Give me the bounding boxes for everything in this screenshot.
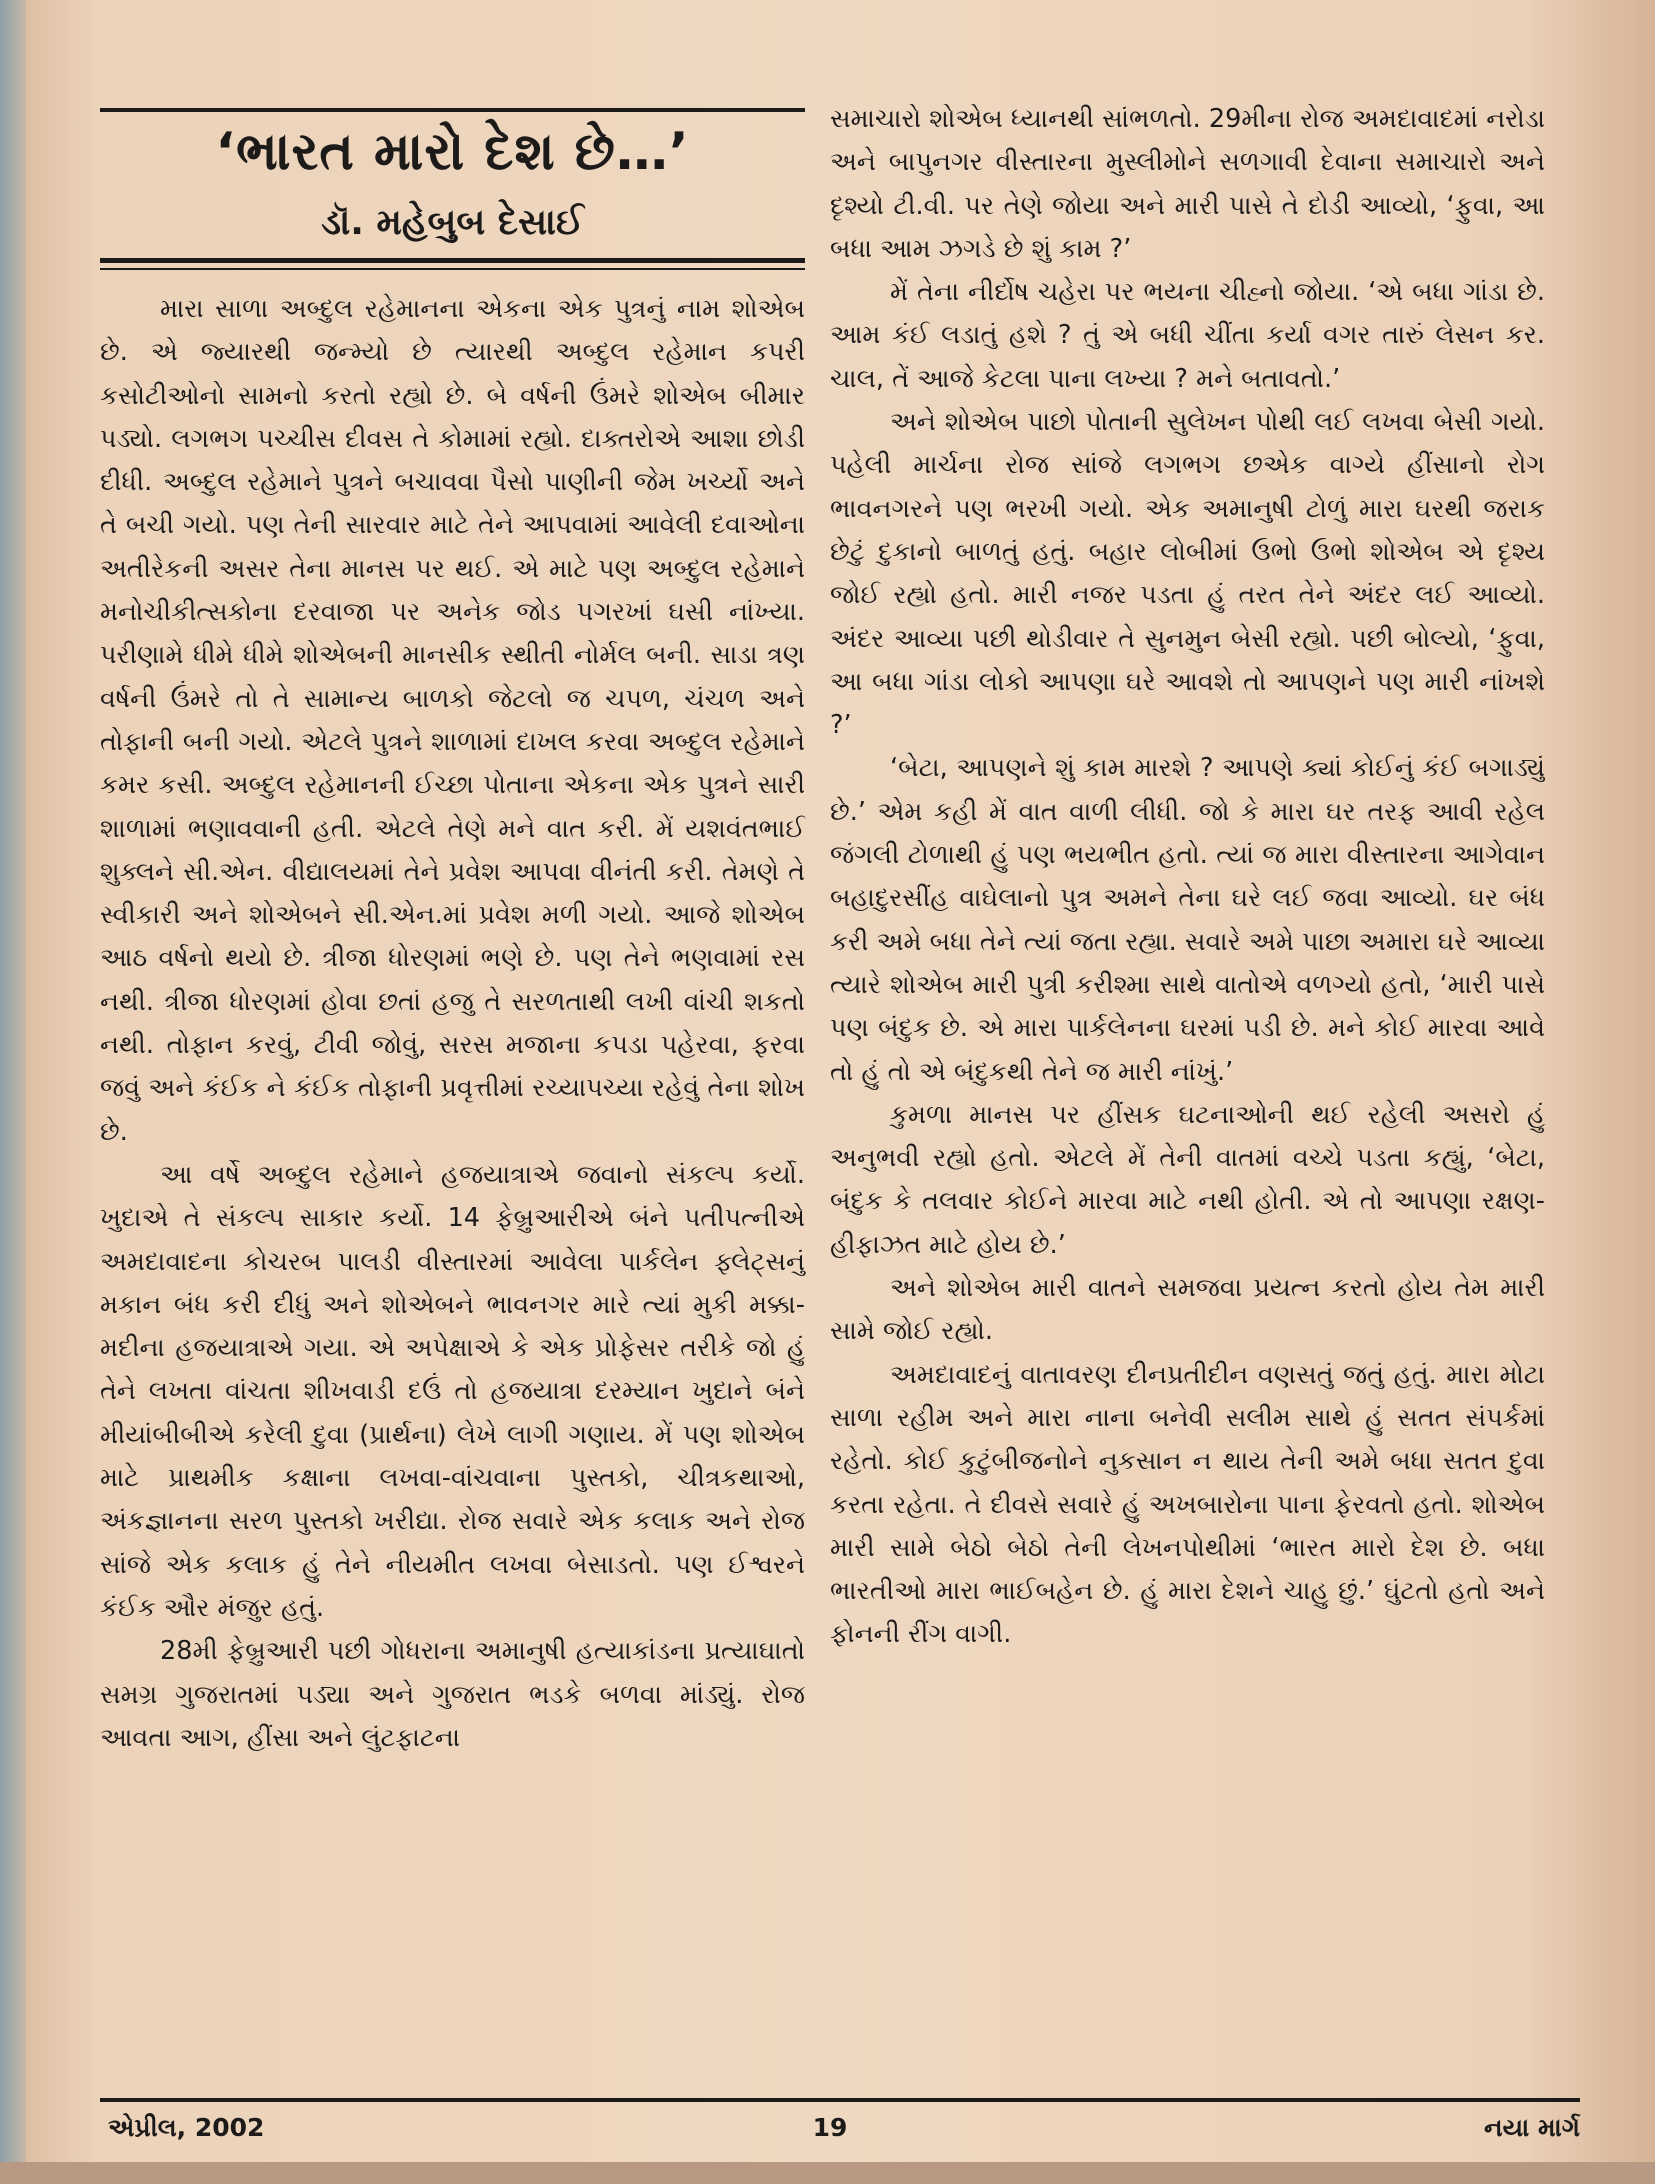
paragraph: કુમળા માનસ પર હીંસક ઘટનાઓની થઈ રહેલી અસરો હું અનુભવી રહ્યો હતો. એટલે મેં તેની વાતમાં વચ્ચે પડતા કહ્યું, ‘બેટા, બંદુક કે તલવાર કોઈને મારવા માટે નથી હોતી. એ તો આપણા રક્ષણ-હીફાઝત માટે હોય છે.’ <box>830 1099 1545 1260</box>
paragraph: મેં તેના નીર્દોષ ચહેરા પર ભયના ચીહ્નો જોયા. ‘એ બધા ગાંડા છે. આમ કંઈ લડાતું હશે ? તું એ બધી ચીંતા કર્યા વગર તારું લેસન કર. ચાલ, તેં આજે કેટલા પાના લખ્યા ? મને બતાવતો.’ <box>830 277 1545 394</box>
scan-edge-left <box>0 0 26 2184</box>
paragraph: મારા સાળા અબ્દુલ રહેમાનના એકના એક પુત્રનું નામ શોએબ છે. એ જ્યારથી જન્મ્યો છે ત્યારથી અબ્દુલ રહેમાન કપરી કસોટીઓનો સામનો કરતો રહ્યો છે. બે વર્ષની ઉંમરે શોએબ બીમાર પડ્યો. લગભગ પચ્ચીસ દીવસ તે કોમામાં રહ્યો. દાક્તરોએ આશા છોડી દીધી. અબ્દુલ રહેમાને પુત્રને બચાવવા પૈસો પાણીની જેમ ખર્ચ્યો અને તે બચી ગયો. પણ તેની સારવાર માટે તેને આપવામાં આવેલી દવાઓના અતીરેકની અસર તેના માનસ પર થઈ. એ માટે પણ અબ્દુલ રહેમાને મનોચીકીત્સકોના દરવાજા પર અનેક જોડ પગરખાં ઘસી નાંખ્યા. પરીણામે ધીમે ધીમે શોએબની માનસીક સ્થીતી નોર્મલ બની. સાડા ત્રણ વર્ષની ઉંમરે તો તે સામાન્ય બાળકો જેટલો જ ચપળ, ચંચળ અને તોફાની બની ગયો. એટલે પુત્રને શાળામાં દાખલ કરવા અબ્દુલ રહેમાને કમર કસી. અબ્દુલ રહેમાનની ઈચ્છા પોતાના એકના એક પુત્રને સારી શાળામાં ભણાવવાની હતી. એટલે તેણે મને વાત કરી. મેં યશવંતભાઈ શુક્લને સી.એન. વીદ્યાલયમાં તેને પ્રવેશ આપવા વીનંતી કરી. તેમણે તે સ્વીકારી અને શોએબને સી.એન.માં પ્રવેશ મળી ગયો. આજે શોએબ આઠ વર્ષનો થયો છે. ત્રીજા ધોરણમાં ભણે છે. પણ તેને ભણવામાં રસ નથી. ત્રીજા ધોરણમાં હોવા છતાં હજુ તે સરળતાથી લખી વાંચી શકતો નથી. તોફાન કરવું, ટીવી જોવું, સરસ મજાના કપડા પહેરવા, ફરવા જવું અને કંઈક ને કંઈક તોફાની પ્રવૃત્તીમાં રચ્યાપચ્યા રહેવું તેના શોખ છે. <box>100 294 805 1147</box>
paragraph: અને શોએબ મારી વાતને સમજવા પ્રયત્ન કરતો હોય તેમ મારી સામે જોઈ રહ્યો. <box>830 1273 1545 1347</box>
magazine-name: નયા માર્ગ <box>1484 2113 1580 2142</box>
paragraph: ‘બેટા, આપણને શું કામ મારશે ? આપણે ક્યાં કોઈનું કંઈ બગાડ્યું છે.’ એમ કહી મેં વાત વાળી લીધી. જો કે મારા ઘર તરફ આવી રહેલ જંગલી ટોળાથી હું પણ ભયભીત હતો. ત્યાં જ મારા વીસ્તારના આગેવાન બહાદુરસીંહ વાઘેલાનો પુત્ર અમને તેના ઘરે લઈ જવા આવ્યો. ઘર બંધ કરી અમે બધા તેને ત્યાં જતા રહ્યા. સવારે અમે પાછા અમારા ઘરે આવ્યા ત્યારે શોએબ મારી પુત્રી કરીશ્મા સાથે વાતોએ વળગ્યો હતો, ‘મારી પાસે પણ બંદુક છે. એ મારા પાર્કલેનના ઘરમાં પડી છે. મને કોઈ મારવા આવે તો હું તો એ બંદુકથી તેને જ મારી નાંખું.’ <box>830 753 1545 1087</box>
paragraph: આ વર્ષે અબ્દુલ રહેમાને હજયાત્રાએ જવાનો સંકલ્પ કર્યો. ખુદાએ તે સંકલ્પ સાકાર કર્યો. 14 ફેબ્રુઆરીએ બંને પતીપત્નીએ અમદાવાદના કોચરબ પાલડી વીસ્તારમાં આવેલા પાર્કલેન ફ્લેટ્સનું મકાન બંધ કરી દીધું અને શોએબને ભાવનગર મારે ત્યાં મુકી મક્કા-મદીના હજયાત્રાએ ગયા. એ અપેક્ષાએ કે એક પ્રોફેસર તરીકે જો હું તેને લખતા વાંચતા શીખવાડી દઉં તો હજયાત્રા દરમ્યાન ખુદાને બંને મીયાંબીબીએ કરેલી દુવા (પ્રાર્થના) લેખે લાગી ગણાય. મેં પણ શોએબ માટે પ્રાથમીક કક્ષાના લખવા-વાંચવાના પુસ્તકો, ચીત્રકથાઓ, અંકજ્ઞાનના સરળ પુસ્તકો ખરીદ્યા. રોજ સવારે એક કલાક અને રોજ સાંજે એક કલાક હું તેને નીયમીત લખવા બેસાડતો. પણ ઈશ્વરને કંઈક ઔર મંજુર હતું. <box>100 1159 805 1623</box>
right-column <box>830 98 1545 1657</box>
left-column <box>100 288 805 1760</box>
paragraph: અમદાવાદનું વાતાવરણ દીનપ્રતીદીન વણસતું જતું હતું. મારા મોટા સાળા રહીમ અને મારા નાના બનેવી સલીમ સાથે હું સતત સંપર્કમાં રહેતો. કોઈ કુટુંબીજનોને નુકસાન ન થાય તેની અમે બધા સતત દુવા કરતા રહેતા. તે દીવસે સવારે હું અખબારોના પાના ફેરવતો હતો. શોએબ મારી સામે બેઠો બેઠો તેની લેખનપોથીમાં ‘ભારત મારો દેશ છે. બધા ભારતીઓ મારા ભાઈબહેન છે. હું મારા દેશને ચાહુ છું.’ ઘુંટતો હતો અને ફોનની રીંગ વાગી. <box>830 1359 1545 1650</box>
footer-date: એપ્રીલ, 2002 <box>108 2113 265 2142</box>
title-bottom-rule <box>100 258 805 263</box>
scan-edge-bottom <box>0 2162 1655 2184</box>
page-number: 19 <box>812 2113 848 2142</box>
article-author: ડૉ. મહેબુબ દેસાઈ <box>321 202 584 243</box>
paragraph: સમાચારો શોએબ ધ્યાનથી સાંભળતો. 29મીના રોજ અમદાવાદમાં નરોડા અને બાપુનગર વીસ્તારના મુસ્લીમોને સળગાવી દેવાના સમાચારો અને દૃશ્યો ટી.વી. પર તેણે જોયા અને મારી પાસે તે દોડી આવ્યો, ‘ફુવા, આ બધા આમ ઝગડે છે શું કામ ?’ <box>830 104 1545 264</box>
title-bottom-rule-thin <box>100 268 805 270</box>
paragraph: 28મી ફેબ્રુઆરી પછી ગોધરાના અમાનુષી હત્યાકાંડના પ્રત્યાઘાતો સમગ્ર ગુજરાતમાં પડ્યા અને ગુજરાત ભડકે બળવા માંડ્યું. રોજ આવતા આગ, હીંસા અને લુંટફાટના <box>100 1636 805 1753</box>
footer-rule <box>100 2098 1580 2102</box>
article-title: ‘ભારત મારો દેશ છે…’ <box>215 122 690 182</box>
paragraph: અને શોએબ પાછો પોતાની સુલેખન પોથી લઈ લખવા બેસી ગયો. પહેલી માર્ચના રોજ સાંજે લગભગ છએક વાગ્યે હીંસાનો રોગ ભાવનગરને પણ ભરખી ગયો. એક અમાનુષી ટોળું મારા ઘરથી જરાક છેટું દુકાનો બાળતું હતું. બહાર લોબીમાં ઉભો ઉભો શોએબ એ દૃશ્ય જોઈ રહ્યો હતો. મારી નજર પડતા હું તરત તેને અંદર લઈ આવ્યો. અંદર આવ્યા પછી થોડીવાર તે સુનમુન બેસી રહ્યો. પછી બોલ્યો, ‘ફુવા, આ બધા ગાંડા લોકો આપણા ઘરે આવશે તો આપણને પણ મારી નાંખશે ?’ <box>830 407 1545 741</box>
